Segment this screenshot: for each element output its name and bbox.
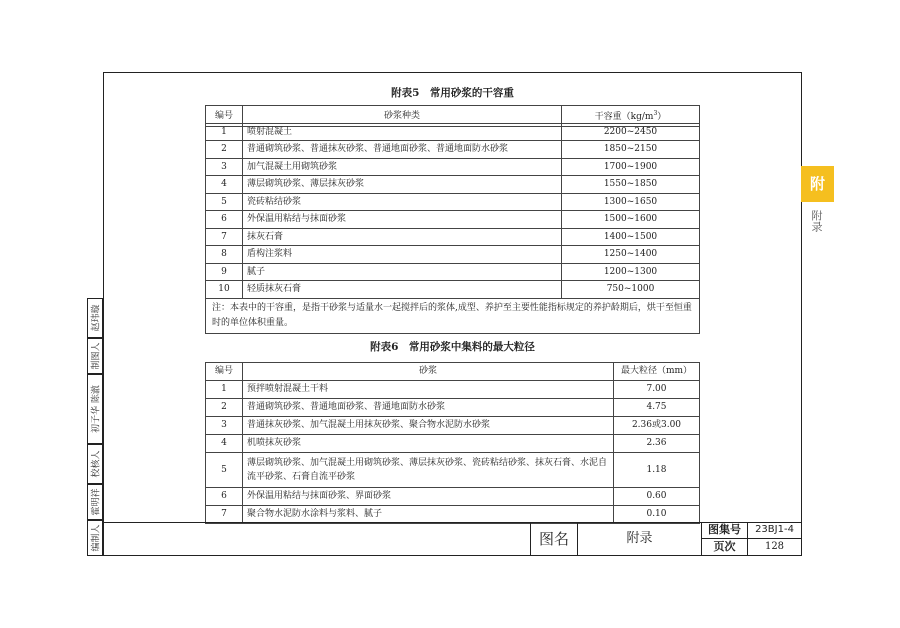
table6-cell-no: 2: [206, 399, 243, 417]
table5-row: [206, 246, 700, 264]
table5-row: [206, 228, 700, 246]
table6-cell-size: 1.18: [614, 453, 700, 488]
table5-cell-density: 750~1000: [562, 281, 700, 299]
table6-row: [206, 399, 700, 417]
table5-cell-type: 瓷砖粘结砂浆: [243, 193, 562, 211]
table6-cell-size: 2.36: [614, 435, 700, 453]
table5-row: [206, 281, 700, 299]
atlas-no-cell: [747, 522, 802, 539]
table5-cell-no: 9: [206, 263, 243, 281]
table6-header-row: [206, 363, 700, 381]
table5-cell-no: 2: [206, 141, 243, 159]
signature-verifier-label: 校核人: [87, 444, 103, 484]
table5-cell-no: 6: [206, 211, 243, 229]
table5-cell-type: 腻子: [243, 263, 562, 281]
table6-cell-mortar: 机喷抹灰砂浆: [243, 435, 614, 453]
table5-row: [206, 158, 700, 176]
table6-cell-mortar: 薄层砌筑砂浆、加气混凝土用砌筑砂浆、薄层抹灰砂浆、瓷砖粘结砂浆、抹灰石膏、水泥自流平砂浆、石膏自流平砂浆: [243, 453, 614, 488]
table6-cell-no: 5: [206, 453, 243, 488]
table5-header-type: 砂浆种类: [243, 106, 562, 127]
atlas-label: 图集号: [708, 523, 741, 536]
figure-name-cell: [578, 522, 701, 556]
page-no-cell: [747, 538, 802, 556]
page-no: 128: [764, 541, 785, 552]
table5-cell-density: 1550~1850: [562, 176, 700, 194]
table5-row: [206, 176, 700, 194]
table5-cell-density: 1250~1400: [562, 246, 700, 264]
table6-row: [206, 488, 700, 506]
table5-note: 注：本表中的干容重，是指干砂浆与适量水一起搅拌后的浆体,成型、养护至主要性能指标规定的养护龄期后，烘干至恒重时的单位体积重量。: [206, 298, 700, 333]
table6-cell-size: 0.60: [614, 488, 700, 506]
table5-cell-type: 加气混凝土用砌筑砂浆: [243, 158, 562, 176]
table5-cell-type: 薄层砌筑砂浆、薄层抹灰砂浆: [243, 176, 562, 194]
table5-header-density: 干容重$(kg/m^3)$: [562, 106, 700, 127]
table6-cell-size: 7.00: [614, 381, 700, 399]
table5-cell-density: 1500~1600: [562, 211, 700, 229]
table5-cell-density: 1700~1900: [562, 158, 700, 176]
table5-caption: 附表5 常用砂浆的干容重: [391, 87, 514, 99]
table6-header-mortar: 砂浆: [243, 363, 614, 381]
table6-cell-no: 4: [206, 435, 243, 453]
table6-cell-no: 1: [206, 381, 243, 399]
table5-cell-density: 1850~2150: [562, 141, 700, 159]
table6-header-size: 最大粒径（mm）: [614, 363, 700, 381]
table6-cell-mortar: 聚合物水泥防水涂料与浆料、腻子: [243, 506, 614, 524]
signature-drafter: 制图人: [87, 338, 103, 374]
table5-cell-no: 10: [206, 281, 243, 299]
table6-cell-mortar: 预拌喷射混凝土干料: [243, 381, 614, 399]
table5-row: [206, 141, 700, 159]
table6-cell-mortar: 普通砌筑砂浆、普通地面砂浆、普通地面防水砂浆: [243, 399, 614, 417]
table6-cell-no: 6: [206, 488, 243, 506]
table6-caption: 附表6 常用砂浆中集料的最大粒径: [370, 341, 535, 353]
table6-row: [206, 453, 700, 488]
table5-cell-density: 1400~1500: [562, 228, 700, 246]
table6-cell-size: 2.36或3.00: [614, 417, 700, 435]
table5-cell-no: 5: [206, 193, 243, 211]
table5-cell-density: 1300~1650: [562, 193, 700, 211]
page-label-cell: [701, 538, 748, 556]
table5-cell-no: 4: [206, 176, 243, 194]
page-label: 页次: [713, 540, 736, 553]
table6-cell-size: 4.75: [614, 399, 700, 417]
table6-cell-mortar: 普通抹灰砂浆、加气混凝土用抹灰砂浆、聚合物水泥防水砂浆: [243, 417, 614, 435]
table6-row: [206, 417, 700, 435]
table5-row: [206, 263, 700, 281]
table6-cell-no: 7: [206, 506, 243, 524]
table5-note-row: [206, 298, 700, 333]
signature-designer: 赵玮璇: [87, 298, 103, 338]
table6-cell-mortar: 外保温用粘结与抹面砂浆、界面砂浆: [243, 488, 614, 506]
signature-verifier: 霍明祥: [87, 484, 103, 520]
atlas-no: 23BJ1-4: [755, 524, 794, 535]
signature-editor: 编制人: [87, 520, 103, 556]
table5-cell-type: 外保温用粘结与抹面砂浆: [243, 211, 562, 229]
table5-cell-no: 8: [206, 246, 243, 264]
table5-cell-type: 轻质抹灰石膏: [243, 281, 562, 299]
table5-cell-no: 7: [206, 228, 243, 246]
table5-row: [206, 211, 700, 229]
table6-row: [206, 435, 700, 453]
table6-header-no: 编号: [206, 363, 243, 381]
figure-name-label: 图名: [538, 530, 569, 548]
table6-cell-no: 3: [206, 417, 243, 435]
drawing-sheet: [103, 72, 802, 556]
figure-name-label-cell: [530, 522, 578, 556]
table5-cell-type: 盾构注浆料: [243, 246, 562, 264]
atlas-label-cell: [701, 522, 748, 539]
table6: [205, 362, 700, 524]
table5-cell-type: 抹灰石膏: [243, 228, 562, 246]
table5-body: [205, 123, 700, 334]
table5-cell-type: 普通砌筑砂浆、普通抹灰砂浆、普通地面砂浆、普通地面防水砂浆: [243, 141, 562, 159]
appendix-tab-label: 附录: [810, 210, 823, 232]
table5-cell-density: 2200~2450: [562, 123, 700, 141]
table6-row: [206, 506, 700, 524]
appendix-tab[interactable]: 附: [801, 166, 834, 202]
table5-cell-no: 3: [206, 158, 243, 176]
figure-name: 附录: [626, 531, 653, 546]
table6-row: [206, 381, 700, 399]
table6-cell-size: 0.10: [614, 506, 700, 524]
signature-checker: 初子华 陈澈: [87, 374, 103, 444]
table5-row: [206, 123, 700, 141]
table5-cell-density: 1200~1300: [562, 263, 700, 281]
table5-header-no: 编号: [206, 106, 243, 127]
table5-row: [206, 193, 700, 211]
table5-cell-no: 1: [206, 123, 243, 141]
table5-cell-type: 喷射混凝土: [243, 123, 562, 141]
